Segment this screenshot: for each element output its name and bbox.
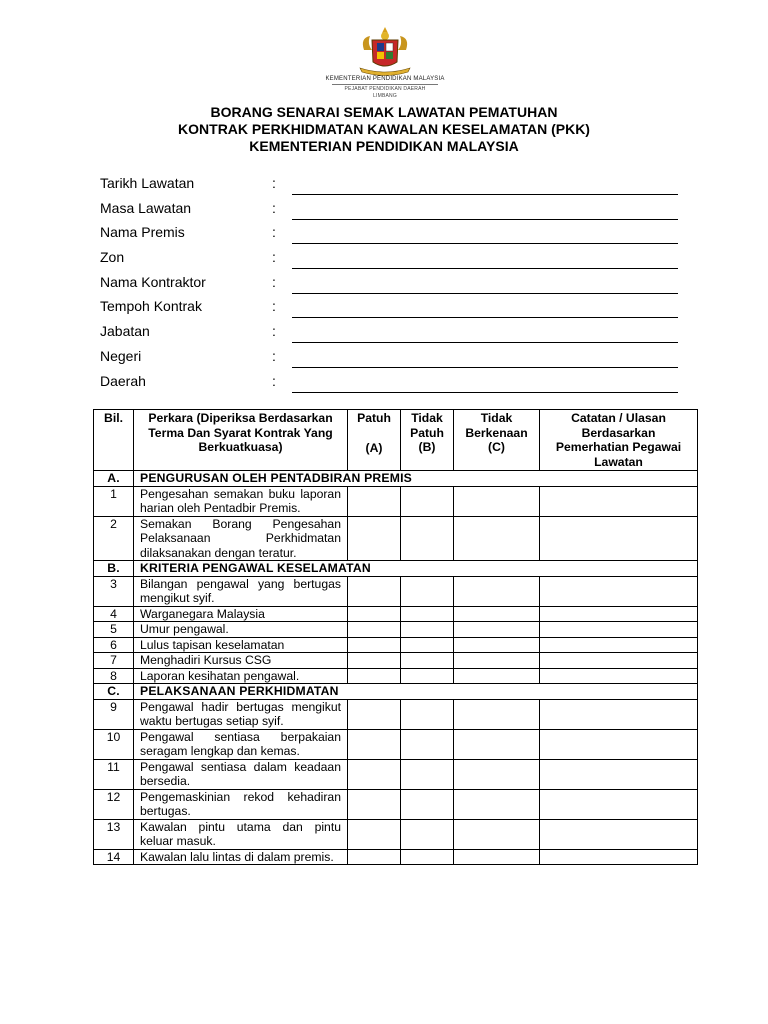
cell-patuh[interactable]	[348, 729, 401, 759]
ministry-name: KEMENTERIAN PENDIDIKAN MALAYSIA	[325, 76, 445, 82]
cell-catatan[interactable]	[540, 576, 698, 606]
item-text: Pengemaskinian rekod kehadiran bertugas.	[134, 789, 348, 819]
item-number: 10	[94, 729, 134, 759]
cell-catatan[interactable]	[540, 668, 698, 684]
item-text: Umur pengawal.	[134, 622, 348, 638]
cell-patuh[interactable]	[348, 516, 401, 561]
section-title: PENGURUSAN OLEH PENTADBIRAN PREMIS	[134, 471, 698, 487]
field-colon: :	[272, 224, 276, 241]
item-number: 9	[94, 699, 134, 729]
cell-patuh[interactable]	[348, 699, 401, 729]
cell-tidak-berkenaan[interactable]	[454, 668, 540, 684]
table-row	[94, 653, 698, 669]
cell-catatan[interactable]	[540, 789, 698, 819]
cell-tidak-patuh[interactable]	[401, 576, 454, 606]
cell-tidak-berkenaan[interactable]	[454, 759, 540, 789]
item-number: 4	[94, 606, 134, 622]
cell-tidak-patuh[interactable]	[401, 622, 454, 638]
field-row	[100, 200, 680, 225]
cell-tidak-patuh[interactable]	[401, 789, 454, 819]
cell-tidak-berkenaan[interactable]	[454, 576, 540, 606]
field-blank-line[interactable]	[292, 194, 678, 195]
field-blank-line[interactable]	[292, 293, 678, 294]
header-tidak-berkenaan-code: (C)	[488, 440, 505, 454]
field-row	[100, 348, 680, 373]
field-row	[100, 249, 680, 274]
department-name: PEJABAT PENDIDIKAN DAERAH LIMBANG	[332, 84, 438, 100]
cell-tidak-patuh[interactable]	[401, 729, 454, 759]
cell-patuh[interactable]	[348, 606, 401, 622]
cell-tidak-patuh[interactable]	[401, 486, 454, 516]
field-row	[100, 224, 680, 249]
title-line-2: KONTRAK PERKHIDMATAN KAWALAN KESELAMATAN (PKK)	[178, 121, 590, 137]
cell-catatan[interactable]	[540, 486, 698, 516]
item-number: 14	[94, 849, 134, 865]
field-blank-line[interactable]	[292, 367, 678, 368]
item-number: 11	[94, 759, 134, 789]
section-row	[94, 684, 698, 700]
item-number: 6	[94, 637, 134, 653]
cell-tidak-berkenaan[interactable]	[454, 486, 540, 516]
table-row	[94, 668, 698, 684]
table-row	[94, 576, 698, 606]
cell-catatan[interactable]	[540, 516, 698, 561]
table-row	[94, 849, 698, 865]
cell-patuh[interactable]	[348, 486, 401, 516]
item-number: 5	[94, 622, 134, 638]
field-blank-line[interactable]	[292, 243, 678, 244]
item-number: 8	[94, 668, 134, 684]
visit-details-fields	[100, 175, 680, 397]
section-row	[94, 471, 698, 487]
table-row	[94, 819, 698, 849]
field-colon: :	[272, 298, 276, 315]
item-text: Kawalan lalu lintas di dalam premis.	[134, 849, 348, 865]
form-title	[0, 104, 768, 155]
field-label: Nama Kontraktor	[100, 273, 206, 290]
header-tidak-patuh-label: Tidak Patuh	[410, 411, 444, 440]
field-colon: :	[272, 323, 276, 340]
cell-tidak-berkenaan[interactable]	[454, 819, 540, 849]
item-text: Menghadiri Kursus CSG	[134, 653, 348, 669]
field-colon: :	[272, 175, 276, 191]
field-blank-line[interactable]	[292, 268, 678, 269]
section-code: B.	[94, 561, 134, 577]
cell-tidak-patuh[interactable]	[401, 653, 454, 669]
header-tidak-berkenaan-label: Tidak Berkenaan	[465, 411, 528, 440]
field-blank-line[interactable]	[292, 317, 678, 318]
field-label: Masa Lawatan	[100, 199, 192, 216]
field-label: Tarikh Lawatan	[100, 175, 195, 191]
cell-tidak-berkenaan[interactable]	[454, 699, 540, 729]
cell-tidak-patuh[interactable]	[401, 699, 454, 729]
title-line-3: KEMENTERIAN PENDIDIKAN MALAYSIA	[249, 138, 519, 154]
cell-tidak-berkenaan[interactable]	[454, 606, 540, 622]
table-row	[94, 606, 698, 622]
item-text: Kawalan pintu utama dan pintu keluar masuk.	[134, 819, 348, 849]
cell-tidak-patuh[interactable]	[401, 516, 454, 561]
table-row	[94, 729, 698, 759]
cell-catatan[interactable]	[540, 622, 698, 638]
item-number: 7	[94, 653, 134, 669]
item-text: Pengesahan semakan buku laporan harian oleh Pentadbir Premis.	[134, 486, 348, 516]
cell-tidak-berkenaan[interactable]	[454, 622, 540, 638]
header-catatan: Catatan / Ulasan Berdasarkan Pemerhatian Pegawai Lawatan	[540, 410, 698, 471]
cell-tidak-berkenaan[interactable]	[454, 516, 540, 561]
field-row	[100, 373, 680, 398]
cell-catatan[interactable]	[540, 637, 698, 653]
header-tidak-berkenaan	[454, 410, 540, 471]
ministry-crest-logo	[350, 24, 420, 80]
cell-patuh[interactable]	[348, 637, 401, 653]
field-colon: :	[272, 372, 276, 389]
field-label: Daerah	[100, 372, 146, 389]
cell-tidak-berkenaan[interactable]	[454, 849, 540, 865]
cell-catatan[interactable]	[540, 819, 698, 849]
section-code: A.	[94, 471, 134, 487]
field-label: Negeri	[100, 347, 142, 364]
field-label: Jabatan	[100, 323, 150, 340]
header-bil: Bil.	[94, 410, 134, 471]
item-number: 13	[94, 819, 134, 849]
header-patuh-label: Patuh	[357, 411, 391, 425]
cell-catatan[interactable]	[540, 699, 698, 729]
field-row	[100, 323, 680, 348]
title-line-1: BORANG SENARAI SEMAK LAWATAN PEMATUHAN	[210, 104, 558, 120]
cell-patuh[interactable]	[348, 819, 401, 849]
item-text: Pengawal hadir bertugas mengikut waktu bertugas setiap syif.	[134, 699, 348, 729]
field-label: Zon	[100, 249, 125, 266]
cell-tidak-berkenaan[interactable]	[454, 653, 540, 669]
section-row	[94, 561, 698, 577]
cell-patuh[interactable]	[348, 622, 401, 638]
field-colon: :	[272, 273, 276, 290]
cell-catatan[interactable]	[540, 606, 698, 622]
table-header-row	[94, 410, 698, 471]
table-row	[94, 486, 698, 516]
table-row	[94, 622, 698, 638]
item-text: Lulus tapisan keselamatan	[134, 637, 348, 653]
item-number: 2	[94, 516, 134, 561]
table-row	[94, 699, 698, 729]
cell-tidak-patuh[interactable]	[401, 849, 454, 865]
cell-tidak-patuh[interactable]	[401, 819, 454, 849]
table-row	[94, 759, 698, 789]
item-text: Pengawal sentiasa dalam keadaan bersedia.	[134, 759, 348, 789]
header-tidak-patuh-code: (B)	[418, 440, 436, 454]
item-text: Semakan Borang Pengesahan Pelaksanaan Perkhidmatan dilaksanakan dengan teratur.	[134, 516, 348, 561]
field-row	[100, 175, 680, 200]
item-number: 3	[94, 576, 134, 606]
cell-patuh[interactable]	[348, 653, 401, 669]
field-blank-line[interactable]	[292, 342, 678, 343]
cell-catatan[interactable]	[540, 759, 698, 789]
cell-catatan[interactable]	[540, 653, 698, 669]
header-perkara: Perkara (Diperiksa Berdasarkan Terma Dan Syarat Kontrak Yang Berkuatkuasa)	[134, 410, 348, 471]
header-patuh-code: (A)	[365, 440, 383, 455]
field-colon: :	[272, 347, 276, 364]
item-text: Warganegara Malaysia	[134, 606, 348, 622]
field-colon: :	[272, 249, 276, 266]
table-row	[94, 516, 698, 561]
cell-patuh[interactable]	[348, 849, 401, 865]
cell-tidak-patuh[interactable]	[401, 606, 454, 622]
section-title: PELAKSANAAN PERKHIDMATAN	[134, 684, 698, 700]
item-number: 1	[94, 486, 134, 516]
header-tidak-patuh	[401, 410, 454, 471]
field-label: Nama Premis	[100, 224, 185, 241]
table-row	[94, 789, 698, 819]
cell-patuh[interactable]	[348, 759, 401, 789]
field-row	[100, 298, 680, 323]
item-text: Pengawal sentiasa berpakaian seragam lengkap dan kemas.	[134, 729, 348, 759]
cell-tidak-berkenaan[interactable]	[454, 789, 540, 819]
field-label: Tempoh Kontrak	[100, 298, 202, 315]
cell-tidak-patuh[interactable]	[401, 637, 454, 653]
item-text: Bilangan pengawal yang bertugas mengikut syif.	[134, 576, 348, 606]
cell-tidak-patuh[interactable]	[401, 759, 454, 789]
cell-tidak-patuh[interactable]	[401, 668, 454, 684]
cell-tidak-berkenaan[interactable]	[454, 729, 540, 759]
cell-catatan[interactable]	[540, 849, 698, 865]
cell-tidak-berkenaan[interactable]	[454, 637, 540, 653]
header-patuh	[348, 410, 401, 471]
checklist-table	[93, 409, 698, 865]
field-blank-line[interactable]	[292, 392, 678, 393]
section-code: C.	[94, 684, 134, 700]
field-blank-line[interactable]	[292, 219, 678, 220]
cell-catatan[interactable]	[540, 729, 698, 759]
ministry-name-block	[320, 76, 450, 100]
item-number: 12	[94, 789, 134, 819]
field-row	[100, 274, 680, 299]
item-text: Laporan kesihatan pengawal.	[134, 668, 348, 684]
table-row	[94, 637, 698, 653]
field-colon: :	[272, 199, 276, 216]
cell-patuh[interactable]	[348, 789, 401, 819]
cell-patuh[interactable]	[348, 668, 401, 684]
section-title: KRITERIA PENGAWAL KESELAMATAN	[134, 561, 698, 577]
cell-patuh[interactable]	[348, 576, 401, 606]
